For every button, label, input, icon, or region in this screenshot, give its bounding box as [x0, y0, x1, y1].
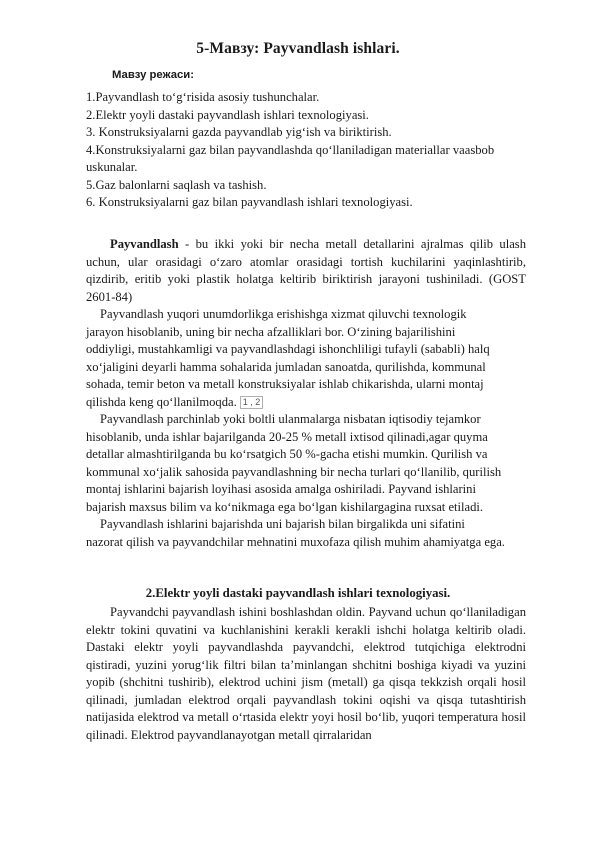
plan-heading: Мавзу режаси:: [112, 69, 194, 81]
paragraph-definition: [86, 236, 526, 306]
text-line-content: qilishda keng qo‘llanilmoqda.: [86, 394, 237, 409]
plan-item: 3. Konstruksiyalarni gazda payvandlab yig‘ish va biriktirish.: [86, 125, 392, 139]
text-line: oddiyligi, mustahkamligi va payvandlashdagi ishonchliligi tufayli (sababli) halq: [86, 342, 490, 356]
plan-list: [86, 89, 526, 212]
text-line: nazorat qilish va payvandchilar mehnatini muxofaza qilish muhim ahamiyatga ega.: [86, 534, 505, 549]
text-line: jarayon hisoblanib, uning bir necha afzalliklari bor. O‘zining bajarilishini: [86, 324, 456, 339]
paragraph-arc-welding: Payvandchi payvandlash ishini boshlashdan oldin. Payvand uchun qo‘llaniladigan elektr tokini quvatini va kuchlanishini kerakli kerakli ishchi holatga keltirib oladi. Dastaki elektr yoyli payvandlashda payvandchi, elektrod tutqichiga elektrodni qistiradi, yuzini yorug‘lik filtri bilan ta’minlangan shchitni boshiga kiyadi va yuzini yopib (shchitni tushirib), elektrod uchini jism (metall) ga qisqa tekkzish orqali hosil qilinadi, jumladan elektrod orqali payvandlash tokini oqishi va qisqa tutashtirish natijasida elektrod va metall o‘rtasida elektr yoyi hosil bo‘lib, yuqori temperatura hosil qilinadi. Elektrod payvandlanayotgan metall qirralaridan: [86, 605, 526, 742]
text-line: xo‘jaligini deyarli hamma sohalarida jumladan sanoatda, qurilishda, kommunal: [86, 359, 486, 374]
text-line: [86, 394, 526, 412]
text-line: bajarish maxsus bilim va ko‘nikmaga ega bo‘lgan kishilargagina ruxsat etiladi.: [86, 499, 484, 514]
text-line: detallar almashtirilganda bu ko‘rsatgich 50 %-gacha etishi mumkin. Qurilish va: [86, 447, 488, 461]
text-line: Payvandlash ishlarini bajarishda uni bajarish bilan birgalikda uni sifatini: [100, 517, 465, 531]
text-line: montaj ishlarini bajarish loyihasi asosida amalga oshiriladi. Payvand ishlarini: [86, 482, 476, 496]
page-title: 5-Мавзу: Payvandlash ishlari.: [196, 40, 400, 57]
section-heading: 2.Elektr yoyli dastaki payvandlash ishlari texnologiyasi.: [145, 586, 451, 600]
plan-item: 6. Konstruksiyalarni gaz bilan payvandlash ishlari texnologiyasi.: [86, 195, 413, 209]
plan-item: 1.Payvandlash to‘g‘risida asosiy tushunchalar.: [86, 90, 320, 104]
text-line: kommunal xo‘jalik sahosida payvandlashning bir necha turlari qo‘llanilib, qurilish: [86, 464, 502, 479]
text-line: Payvandlash yuqori unumdorlikga erishishga xizmat qiluvchi texnologik: [100, 307, 467, 321]
text-line: sohada, temir beton va metall konstruksiyalar ishlab chikarishda, ularni montaj: [86, 377, 484, 391]
paragraph-advantages: [86, 306, 526, 411]
plan-item: 5.Gaz balonlarni saqlash va tashish.: [86, 177, 267, 192]
definition-text: - bu ikki yoki bir necha metall detallarini ajralmas qilib ulash uchun, ular orasidagi o‘zaro atomlar orasidagi tortish kuchilarini yaqinlashtirib, qizdirib, eritib yoki plastik holatga keltirib biriktirish jarayoni tushiniladi. (GOST 2601-84): [86, 237, 526, 304]
plan-item: 4.Konstruksiyalarni gaz bilan payvandlashda qo‘llaniladigan materiallar vaasbob uskunalar.: [86, 142, 495, 174]
paragraph-quality: [86, 516, 526, 551]
paragraph-economy: [86, 411, 526, 516]
text-line: hisoblanib, unda ishlar bajarilganda 20-25 % metall ixtisod qilinadi,agar quyma: [86, 429, 488, 444]
text-line: Payvandlash parchinlab yoki boltli ulanmalarga nisbatan iqtisodiy tejamkor: [100, 412, 481, 426]
plan-item: 2.Elektr yoyli dastaki payvandlash ishlari texnologiyasi.: [86, 107, 369, 122]
reference-marker: 1 , 2: [240, 396, 264, 409]
definition-term: Payvandlash: [110, 237, 179, 251]
